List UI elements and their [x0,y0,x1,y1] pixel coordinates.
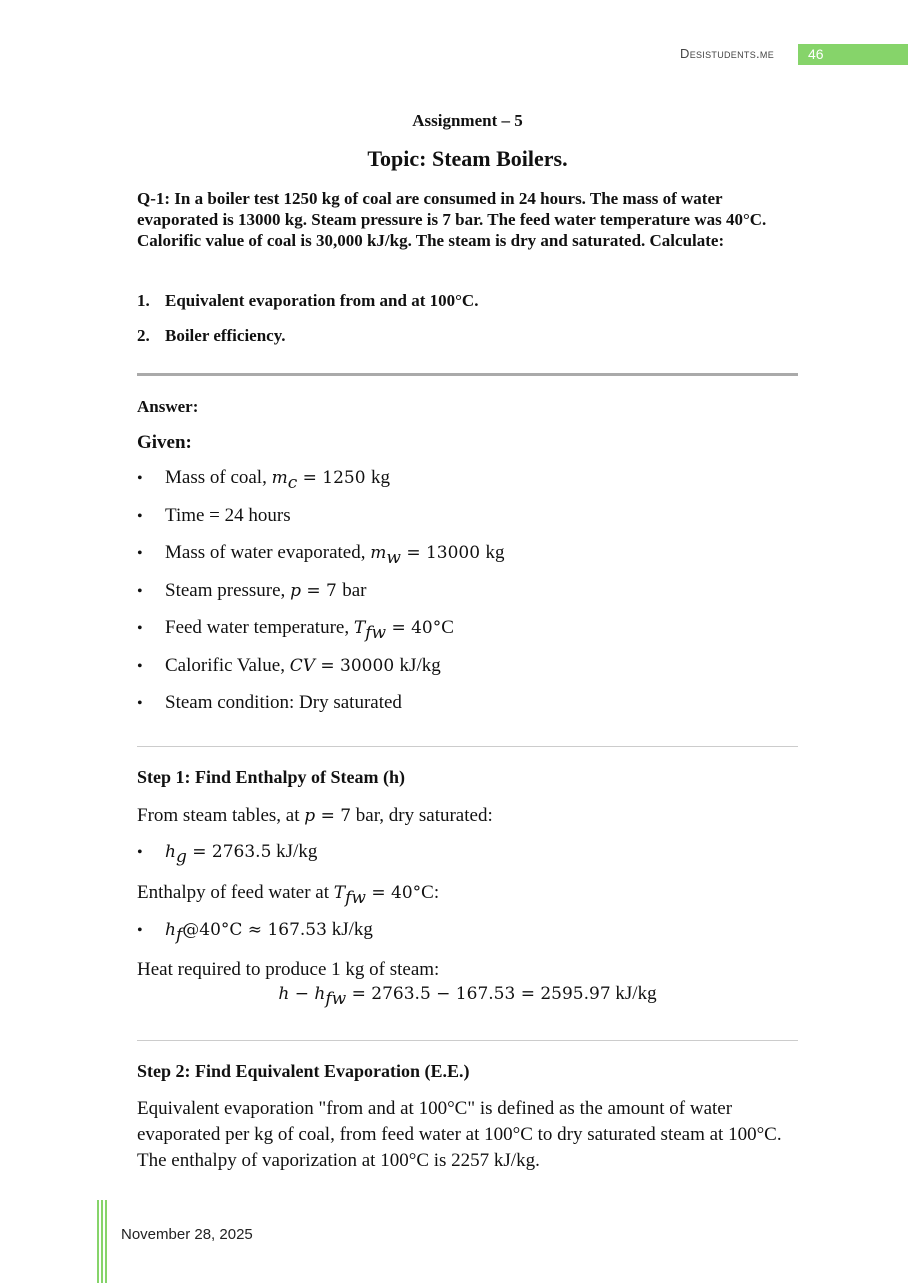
page-number-badge: 46 [798,44,908,65]
given-text: Steam pressure, [165,579,291,601]
math-subscript: g [175,846,187,867]
hg-list [137,841,317,879]
step1-line2 [137,880,798,911]
text: C: [421,882,440,903]
math-value: @40°C ≈ 167.53 [182,920,327,940]
hg-item [137,841,317,879]
math-subscript: f [175,924,183,945]
math-symbol: h [165,842,176,862]
math-subscript: fw [325,988,347,1009]
given-list [137,467,504,730]
given-item [137,692,504,730]
math-symbol: p [304,806,316,826]
step2-heading: Step 2: Find Equivalent Evaporation (E.E.) [137,1061,470,1081]
question-text: Q-1: In a boiler test 1250 kg of coal are consumed in 24 hours. The mass of water evaporated is 13000 kg. Steam pressure is 7 bar. The feed water temperature was 40°C. Calorific value of coal is 30,000 kJ/kg. The steam is dry and saturated. Calculate: [137,189,767,250]
assignment-title: Assignment – 5 [412,111,523,130]
unit: kg [485,542,505,563]
math-symbol: T [353,618,366,638]
calculate-list [137,291,478,361]
section-divider [137,1040,798,1041]
footer-date: November 28, 2025 [121,1226,253,1243]
text: Enthalpy of feed water at [137,882,334,903]
given-item [137,467,504,505]
step2-paragraph: Equivalent evaporation "from and at 100°C" is defined as the amount of water evaporated per kg of coal, from feed water at 100°C to dry saturated steam at 100°C. The enthalpy of vaporization at 100°C is 2257 kJ/kg. [137,1098,782,1171]
math-value: = 2763.5 − 167.53 = 2595.97 [346,984,611,1004]
accent-bar [105,1200,107,1283]
math-symbol: T [333,883,346,903]
header-site-name: Desistudents.me [680,46,775,61]
unit: kJ/kg [271,841,318,862]
math-subscript: c [287,472,298,493]
unit: kJ/kg [399,654,441,676]
given-item [137,580,504,618]
math-value: = 40° [365,883,422,903]
item-text: Boiler efficiency. [165,326,286,345]
math-symbol: h [165,920,176,940]
unit: bar [342,579,367,601]
step1-line3: Heat required to produce 1 kg of steam: [137,959,440,980]
given-item [137,505,504,543]
text: From steam tables, at [137,805,305,826]
math-value: = 2763.5 [186,842,272,862]
section-divider [137,373,798,376]
math-subscript: fw [365,622,387,643]
step1-line1 [137,803,798,829]
math-symbol: CV [289,655,315,676]
given-item [137,542,504,580]
given-text: Mass of coal, [165,467,272,488]
math-symbol: m [370,543,387,563]
step1-heading: Step 1: Find Enthalpy of Steam (h) [137,767,406,787]
unit: C [441,617,454,638]
math-symbol: m [271,468,288,488]
given-text: Steam condition: Dry saturated [165,692,402,713]
given-item [137,617,504,655]
hf-item [137,919,373,957]
unit: kg [370,467,390,488]
math-subscript: w [386,547,401,568]
unit: kJ/kg [610,983,657,1004]
topic-title: Topic: Steam Boilers. [367,146,568,171]
hf-list [137,919,373,957]
item-number: 2. [137,326,150,345]
footer-accent-bars [97,1200,109,1283]
math-value: = 7 [315,806,352,826]
calculate-item [137,291,478,326]
math-value: = 13000 [400,543,486,563]
math-value: = 7 [300,580,343,601]
math-value: = 40° [386,618,442,638]
section-divider [137,746,798,747]
item-number: 1. [137,291,150,310]
heat-equation [137,983,798,1009]
given-text: Calorific Value, [165,654,290,676]
math-operator: − [289,984,315,1004]
calculate-item [137,326,478,361]
item-text: Equivalent evaporation from and at 100°C. [165,291,479,310]
math-value: = 1250 [297,468,371,488]
given-text: Time = 24 hours [165,504,291,526]
unit: kJ/kg [326,919,373,940]
given-item [137,655,504,693]
math-symbol: h [314,984,326,1004]
math-subscript: fw [345,887,366,908]
math-symbol: h [278,984,290,1004]
given-text: Mass of water evaporated, [165,542,371,563]
text: bar, dry saturated: [351,805,493,826]
given-label: Given: [137,432,192,453]
given-text: Feed water temperature, [165,617,354,638]
answer-label: Answer: [137,397,199,416]
accent-bar [101,1200,103,1283]
math-value: = 30000 [315,655,400,676]
accent-bar [97,1200,99,1283]
math-symbol: p [290,580,301,601]
